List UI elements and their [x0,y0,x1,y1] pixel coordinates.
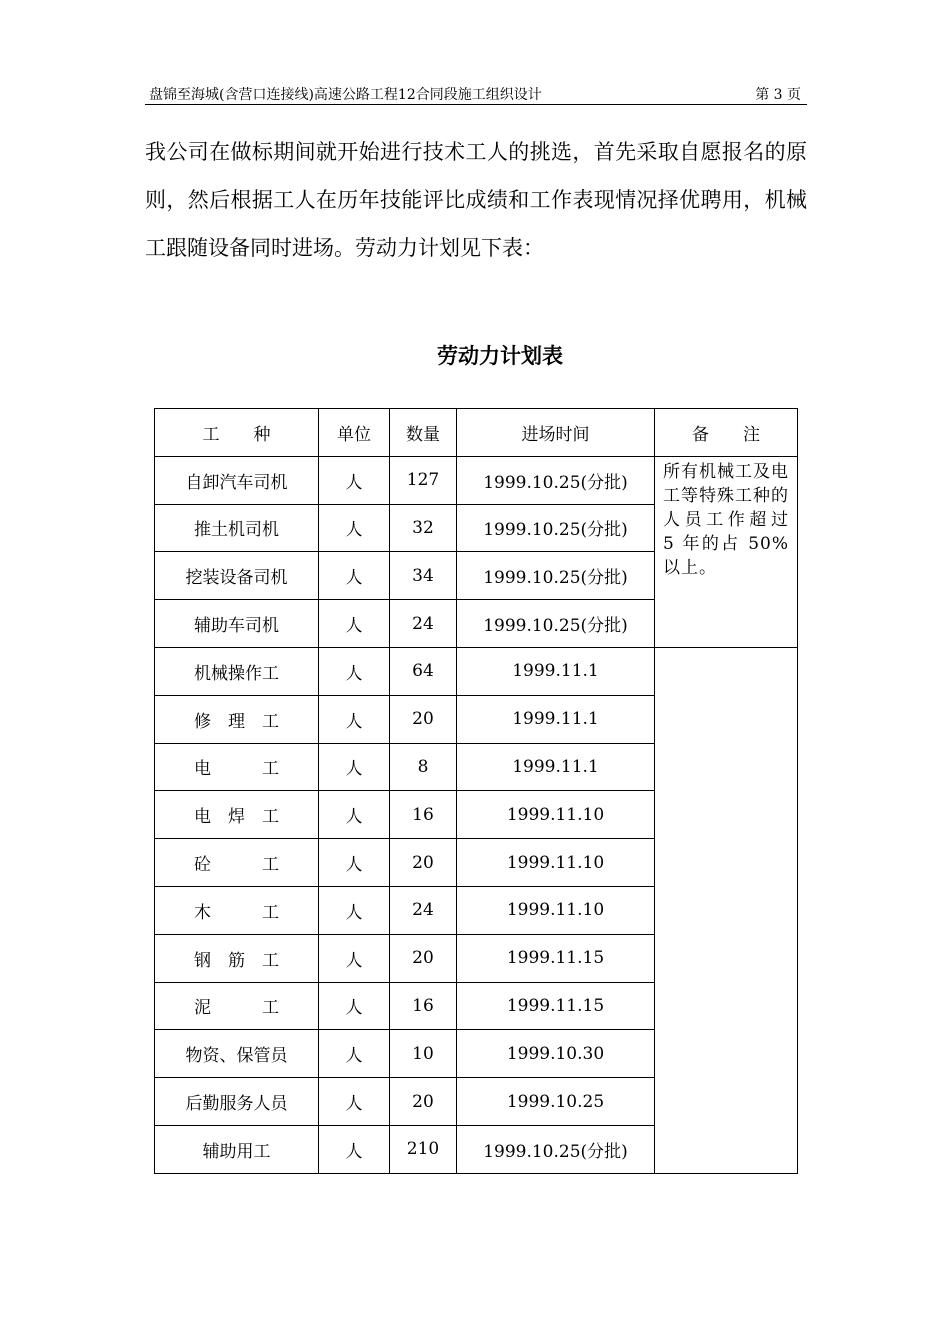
unit-cell: 人 [319,1125,390,1173]
work-type-cell: 挖装设备司机 [155,552,319,600]
remarks-empty-cell [655,647,798,695]
unit-cell: 人 [319,504,390,552]
remarks-empty-cell [655,1078,798,1126]
work-type-cell: 电 工 [155,743,319,791]
table-row [155,982,798,1030]
entry-time-cell: 1999.10.25(分批) [457,456,655,504]
quantity-cell: 20 [390,839,457,887]
work-type-cell: 推土机司机 [155,504,319,552]
unit-cell: 人 [319,456,390,504]
unit-cell: 人 [319,647,390,695]
table-row [155,743,798,791]
unit-cell: 人 [319,552,390,600]
remarks-empty-cell [655,743,798,791]
entry-time-cell: 1999.11.10 [457,839,655,887]
document-title: 盘锦至海城(含营口连接线)高速公路工程12合同段施工组织设计 [149,87,542,103]
quantity-cell: 20 [390,934,457,982]
header-remarks: 备 注 [655,409,798,457]
unit-cell: 人 [319,934,390,982]
remarks-empty-cell [655,695,798,743]
entry-time-cell: 1999.11.1 [457,647,655,695]
entry-time-cell: 1999.10.25(分批) [457,600,655,648]
work-type-cell: 后勤服务人员 [155,1078,319,1126]
remarks-note: 所有机械工及电工等特殊工种的人员工作超过 5 年的占 50%以上。 [655,456,798,647]
work-type-cell: 辅助用工 [155,1125,319,1173]
unit-cell: 人 [319,1078,390,1126]
entry-time-cell: 1999.11.1 [457,695,655,743]
work-type-cell: 辅助车司机 [155,600,319,648]
unit-cell: 人 [319,600,390,648]
quantity-cell: 16 [390,982,457,1030]
unit-cell: 人 [319,791,390,839]
remarks-empty-cell [655,982,798,1030]
unit-cell: 人 [319,839,390,887]
remarks-empty-cell [655,839,798,887]
unit-cell: 人 [319,982,390,1030]
entry-time-cell: 1999.10.25(分批) [457,1125,655,1173]
entry-time-cell: 1999.10.30 [457,1030,655,1078]
quantity-cell: 64 [390,647,457,695]
unit-cell: 人 [319,1030,390,1078]
table-row [155,791,798,839]
quantity-cell: 20 [390,695,457,743]
page-number: 第 3 页 [755,87,801,103]
work-type-cell: 泥 工 [155,982,319,1030]
unit-cell: 人 [319,743,390,791]
entry-time-cell: 1999.10.25(分批) [457,552,655,600]
table-row [155,1125,798,1173]
quantity-cell: 10 [390,1030,457,1078]
quantity-cell: 24 [390,886,457,934]
table-row [155,647,798,695]
quantity-cell: 210 [390,1125,457,1173]
remarks-empty-cell [655,1125,798,1173]
work-type-cell: 木 工 [155,886,319,934]
labor-plan-table [154,408,798,1174]
work-type-cell: 砼 工 [155,839,319,887]
work-type-cell: 钢 筋 工 [155,934,319,982]
page-header [145,80,807,105]
table-body [155,456,798,1173]
remarks-empty-cell [655,886,798,934]
entry-time-cell: 1999.10.25 [457,1078,655,1126]
table-row [155,456,798,504]
table-row [155,1078,798,1126]
entry-time-cell: 1999.11.10 [457,791,655,839]
work-type-cell: 物资、保管员 [155,1030,319,1078]
body-paragraph: 我公司在做标期间就开始进行技术工人的挑选，首先采取自愿报名的原则，然后根据工人在历年技能评比成绩和工作表现情况择优聘用，机械工跟随设备同时进场。劳动力计划见下表： [145,140,807,260]
quantity-cell: 16 [390,791,457,839]
quantity-cell: 8 [390,743,457,791]
header-entry-time: 进场时间 [457,409,655,457]
remarks-empty-cell [655,934,798,982]
entry-time-cell: 1999.11.15 [457,934,655,982]
entry-time-cell: 1999.10.25(分批) [457,504,655,552]
table-row [155,934,798,982]
unit-cell: 人 [319,886,390,934]
work-type-cell: 自卸汽车司机 [155,456,319,504]
entry-time-cell: 1999.11.1 [457,743,655,791]
table-row [155,839,798,887]
work-type-cell: 修 理 工 [155,695,319,743]
table-title: 劳动力计划表 [437,344,563,368]
work-type-cell: 机械操作工 [155,647,319,695]
table-row [155,1030,798,1078]
table-row [155,695,798,743]
quantity-cell: 24 [390,600,457,648]
entry-time-cell: 1999.11.10 [457,886,655,934]
header-quantity: 数量 [390,409,457,457]
table-header-row [155,409,798,457]
header-unit: 单位 [319,409,390,457]
entry-time-cell: 1999.11.15 [457,982,655,1030]
quantity-cell: 127 [390,456,457,504]
remarks-empty-cell [655,1030,798,1078]
unit-cell: 人 [319,695,390,743]
header-work-type: 工 种 [155,409,319,457]
quantity-cell: 34 [390,552,457,600]
quantity-cell: 32 [390,504,457,552]
work-type-cell: 电 焊 工 [155,791,319,839]
quantity-cell: 20 [390,1078,457,1126]
table-row [155,886,798,934]
remarks-empty-cell [655,791,798,839]
